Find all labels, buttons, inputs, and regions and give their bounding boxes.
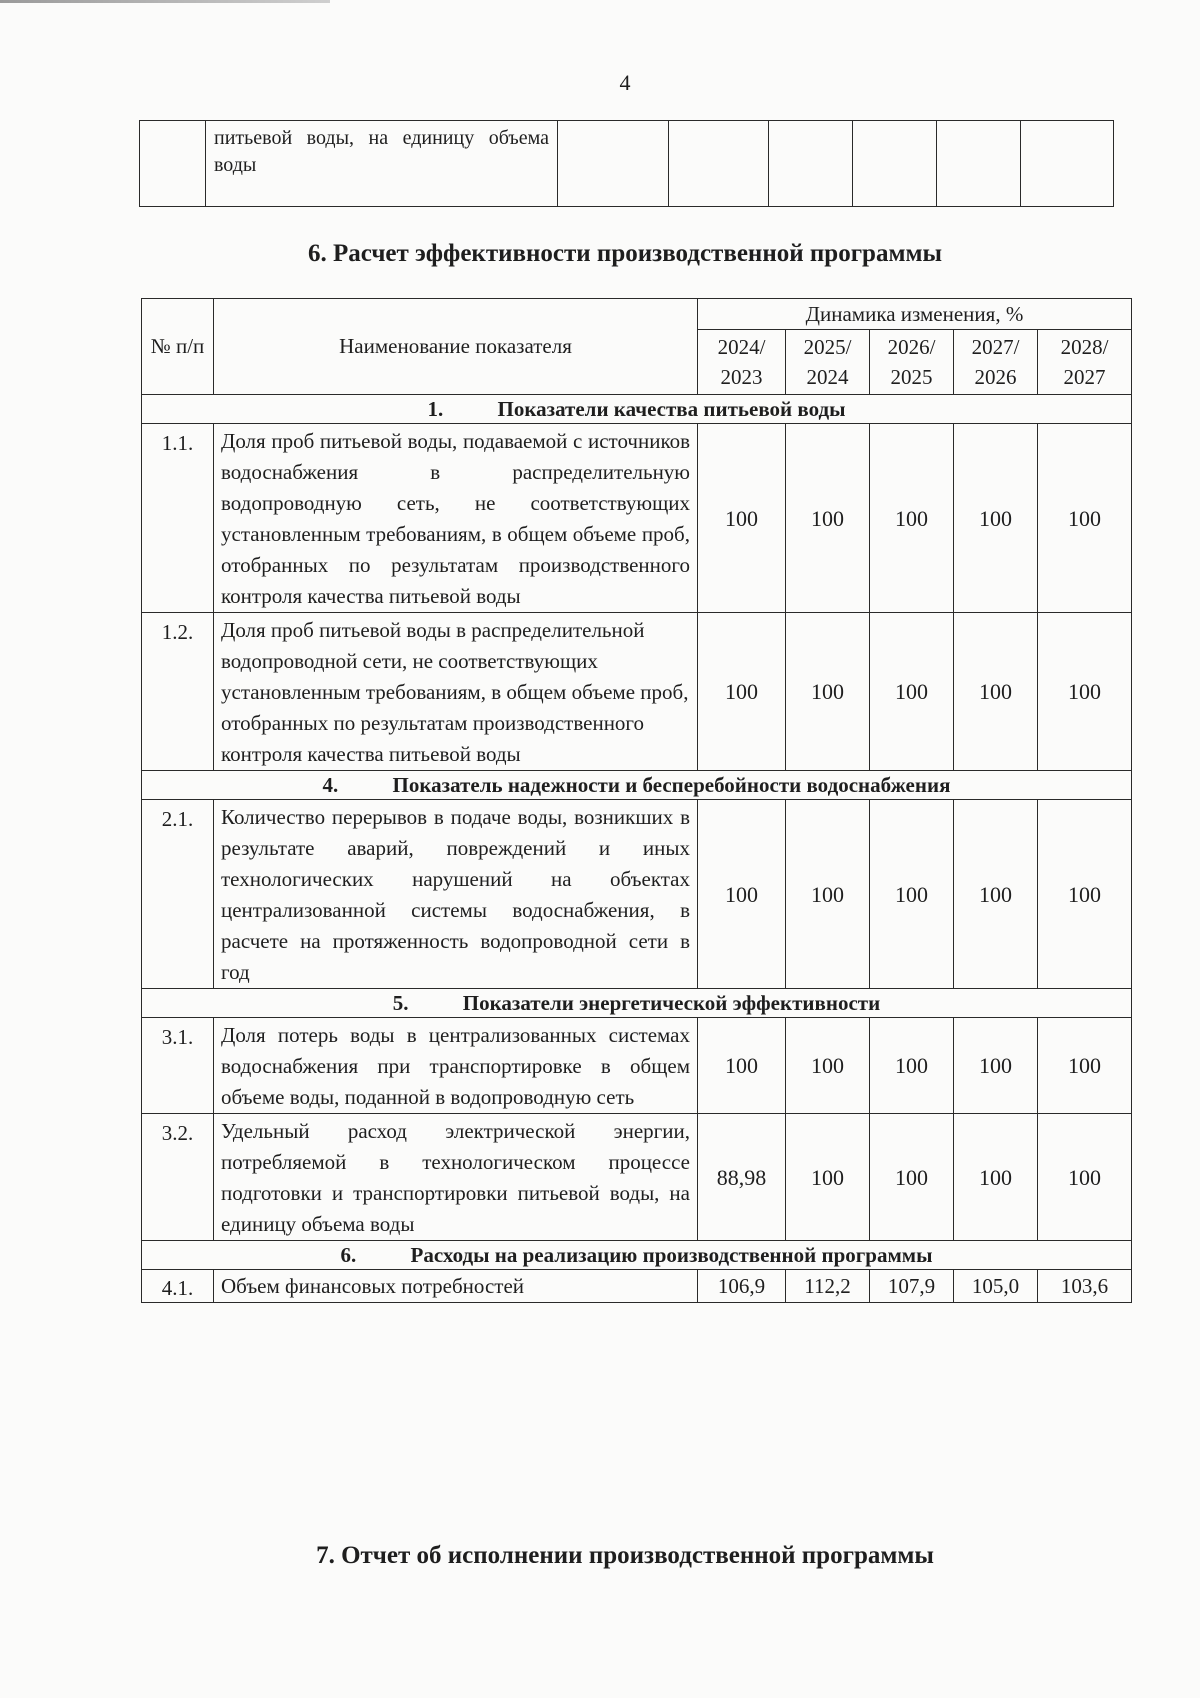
indicator-name: Удельный расход электрической энергии, потребляемой в технологическом процессе подготовки и транспортировки питьевой воды, на единицу объема воды <box>214 1114 698 1241</box>
value-cell: 100 <box>698 1018 786 1114</box>
value-cell: 100 <box>870 1114 954 1241</box>
value-cell: 107,9 <box>870 1270 954 1303</box>
indicator-name: Доля потерь воды в централизованных системах водоснабжения при транспортировке в общем объеме воды, поданной в водопроводную сеть <box>214 1018 698 1114</box>
section-6-title: 6. Расчет эффективности производственной программы <box>307 240 943 267</box>
row-number: 1.1. <box>142 424 214 613</box>
year-header: 2024/ 2023 <box>698 330 786 395</box>
group-title: Показатели качества питьевой воды <box>497 397 846 421</box>
table-cell <box>853 121 937 207</box>
group-number: 5. <box>392 991 409 1015</box>
group-header-row <box>142 1241 1132 1270</box>
value-cell: 100 <box>954 800 1038 989</box>
table-cell <box>769 121 853 207</box>
value-cell: 103,6 <box>1038 1270 1132 1303</box>
value-cell: 100 <box>786 1114 870 1241</box>
column-header-name: Наименование показателя <box>214 299 698 395</box>
section-7-title: 7. Отчет об исполнении производственной программы <box>316 1542 934 1569</box>
value-cell: 105,0 <box>954 1270 1038 1303</box>
value-cell: 100 <box>954 1018 1038 1114</box>
value-cell: 100 <box>954 1114 1038 1241</box>
table-row <box>142 424 1132 613</box>
table-row <box>142 1270 1132 1303</box>
row-number: 4.1. <box>142 1270 214 1303</box>
year-header: 2028/ 2027 <box>1038 330 1132 395</box>
value-cell: 100 <box>870 424 954 613</box>
continuation-name-cell: питьевой воды, на единицу объема воды <box>206 121 558 207</box>
row-number: 3.2. <box>142 1114 214 1241</box>
group-title: Расходы на реализацию производственной программы <box>410 1243 933 1267</box>
table-cell <box>558 121 669 207</box>
indicator-name: Доля проб питьевой воды в распределительной водопроводной сети, не соответствующих установленным требованиям, в общем объеме проб, отобранных по результатам производственного контроля качества питьевой воды <box>214 613 698 771</box>
group-header <box>142 1241 1132 1270</box>
value-cell: 100 <box>870 800 954 989</box>
table-cell <box>140 121 206 207</box>
value-cell: 100 <box>786 613 870 771</box>
group-title: Показатели энергетической эффективности <box>462 991 881 1015</box>
value-cell: 88,98 <box>698 1114 786 1241</box>
table-cell <box>1021 121 1114 207</box>
group-number: 4. <box>322 773 339 797</box>
value-cell: 100 <box>1038 1018 1132 1114</box>
page-number: 4 <box>619 70 631 95</box>
column-header-dynamics: Динамика изменения, % <box>698 299 1132 330</box>
year-header: 2025/ 2024 <box>786 330 870 395</box>
group-number: 6. <box>340 1243 357 1267</box>
indicator-name: Доля проб питьевой воды, подаваемой с источников водоснабжения в распределительную водопроводную сеть, не соответствующих установленным требованиям, в общем объеме проб, отобранных по результатам производственного контроля качества питьевой воды <box>214 424 698 613</box>
continuation-row <box>140 121 1114 207</box>
value-cell: 100 <box>870 1018 954 1114</box>
group-header-row <box>142 395 1132 424</box>
value-cell: 100 <box>698 613 786 771</box>
row-number: 1.2. <box>142 613 214 771</box>
efficiency-table <box>141 298 1132 1303</box>
value-cell: 100 <box>786 800 870 989</box>
year-header: 2027/ 2026 <box>954 330 1038 395</box>
value-cell: 100 <box>1038 613 1132 771</box>
value-cell: 112,2 <box>786 1270 870 1303</box>
value-cell: 100 <box>698 800 786 989</box>
value-cell: 100 <box>786 1018 870 1114</box>
table-cell <box>937 121 1021 207</box>
table-row <box>142 800 1132 989</box>
value-cell: 100 <box>1038 800 1132 989</box>
column-header-number: № п/п <box>142 299 214 395</box>
group-header <box>142 989 1132 1018</box>
table-row <box>142 613 1132 771</box>
group-header-row <box>142 989 1132 1018</box>
group-header <box>142 395 1132 424</box>
row-number: 3.1. <box>142 1018 214 1114</box>
value-cell: 100 <box>954 424 1038 613</box>
indicator-name: Количество перерывов в подаче воды, возникших в результате аварий, повреждений и иных технологических нарушений на объектах централизованной системы водоснабжения, в расчете на протяженность водопроводной сети в год <box>214 800 698 989</box>
value-cell: 100 <box>1038 424 1132 613</box>
header-row <box>142 299 1132 330</box>
value-cell: 100 <box>698 424 786 613</box>
year-header: 2026/ 2025 <box>870 330 954 395</box>
table-row <box>142 1018 1132 1114</box>
group-header-row <box>142 771 1132 800</box>
value-cell: 100 <box>954 613 1038 771</box>
table-cell <box>669 121 769 207</box>
group-number: 1. <box>427 397 444 421</box>
value-cell: 100 <box>786 424 870 613</box>
group-title: Показатель надежности и бесперебойности водоснабжения <box>392 773 951 797</box>
indicator-name: Объем финансовых потребностей <box>214 1270 698 1303</box>
value-cell: 106,9 <box>698 1270 786 1303</box>
continuation-table <box>139 120 1114 207</box>
group-header <box>142 771 1132 800</box>
row-number: 2.1. <box>142 800 214 989</box>
table-row <box>142 1114 1132 1241</box>
value-cell: 100 <box>870 613 954 771</box>
scan-edge-line <box>0 0 330 3</box>
value-cell: 100 <box>1038 1114 1132 1241</box>
